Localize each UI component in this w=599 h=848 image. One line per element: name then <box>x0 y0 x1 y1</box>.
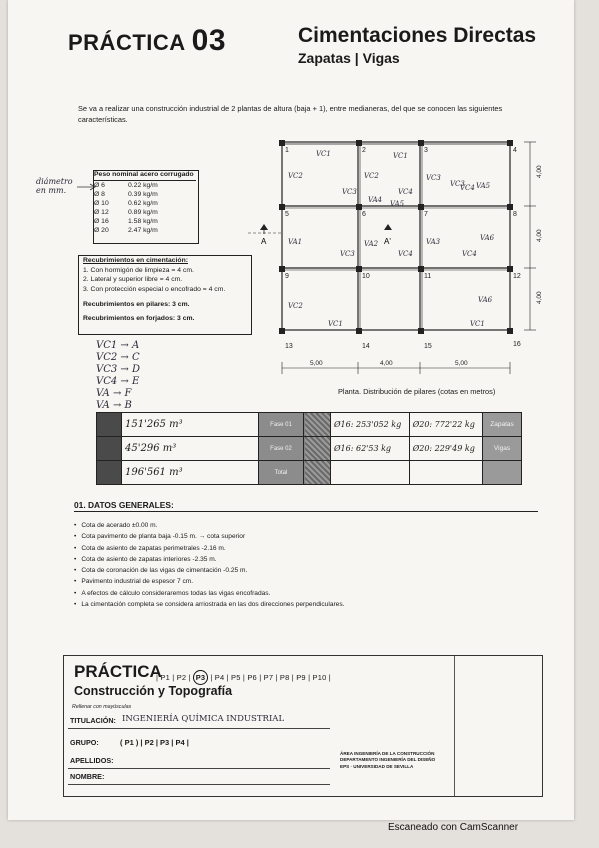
pillar-number: 7 <box>424 211 428 218</box>
pillar <box>418 266 424 272</box>
beam-label: VA1 <box>288 238 303 246</box>
steel-table-title: Peso nominal acero corrugado <box>94 170 196 181</box>
beam-label: VC3 <box>450 180 465 188</box>
pillar-number: 1 <box>285 147 289 154</box>
pillar-number: 14 <box>362 343 370 350</box>
steel-weight-value: Ø20: 772'22 kg <box>409 413 482 437</box>
steel-table-frame <box>93 170 199 244</box>
pillar-number: 5 <box>285 211 289 218</box>
fill-hint: Rellenar con mayúsculas <box>72 704 132 710</box>
steel-weight-table <box>78 170 228 235</box>
document-sheet <box>8 0 574 820</box>
steel-weight-value <box>409 461 482 485</box>
general-data-item: • A efectos de cálculo consideraremos todas las vigas encofradas. <box>74 588 344 599</box>
pillar <box>356 328 362 334</box>
results-hatch <box>304 437 331 461</box>
beam-label: VC4 <box>460 184 475 192</box>
element-tag: Vigas <box>483 437 522 461</box>
steel-weight-value: Ø20: 229'49 kg <box>409 437 482 461</box>
svg-text:4,00: 4,00 <box>380 360 393 367</box>
cover-pillars: Recubrimientos en pilares: 3 cm. <box>83 301 190 308</box>
pillar-number: 4 <box>513 147 517 154</box>
steel-weight-value: Ø16: 62'53 kg <box>331 437 410 461</box>
pillar <box>279 204 285 210</box>
general-data-item: • Cota de coronación de las vigas de cimentación -0.25 m. <box>74 565 344 576</box>
handwritten-note: diámetro en mm. <box>36 177 73 195</box>
steel-weight: 0.22 kg/m <box>128 182 158 189</box>
beam-label: VA4 <box>368 196 383 204</box>
beam-label: VC4 <box>398 188 413 196</box>
pillar <box>279 328 285 334</box>
steel-diameter: Ø 6 <box>94 182 105 189</box>
beam-label: VC1 <box>316 150 331 158</box>
steel-diameter: Ø 20 <box>94 227 109 234</box>
beam-list-item: VC3 → D <box>96 364 140 375</box>
pillar-number: 2 <box>362 147 366 154</box>
student-info-box <box>63 655 543 797</box>
cover-item: 3. Con protección especial o encofrado = 4 cm. <box>83 285 226 293</box>
beam-label: VA5 <box>390 200 405 208</box>
practica-label: PRÁCTICA <box>68 30 186 55</box>
footer-practica-label: PRÁCTICA <box>74 662 162 681</box>
beam-label: VC1 <box>328 320 343 328</box>
beam-label: VA5 <box>476 182 491 190</box>
volume-value: 45'296 m³ <box>122 437 259 461</box>
results-hatch <box>304 461 331 485</box>
cover-title: Recubrimientos en cimentación: <box>83 257 188 264</box>
subject-title: Construcción y Topografía <box>74 684 233 698</box>
beam-label: VC2 <box>288 302 303 310</box>
svg-text:A': A' <box>384 237 391 246</box>
pillar-number: 3 <box>424 147 428 154</box>
general-data-item: • Pavimento industrial de espesor 7 cm. <box>74 576 344 587</box>
pillar-number: 8 <box>513 211 517 218</box>
pillar <box>279 140 285 146</box>
results-row <box>97 437 522 461</box>
steel-diameter: Ø 8 <box>94 191 105 198</box>
dept-line: ÁREA INGENIERÍA DE LA CONSTRUCCIÓN <box>340 751 435 756</box>
practica-selector <box>156 670 331 685</box>
pillar <box>356 204 362 210</box>
beam-label: VC3 <box>340 250 355 258</box>
phase-label: Total <box>259 461 304 485</box>
practica-tabs-after: | P4 | P5 | P6 | P7 | P8 | P9 | P10 | <box>210 673 331 682</box>
practica-tabs-before: | P1 | P2 | <box>156 673 191 682</box>
beam-label: VA6 <box>480 234 495 242</box>
steel-weight: 0.39 kg/m <box>128 191 158 198</box>
department-stamp <box>340 751 435 770</box>
pillar <box>418 328 424 334</box>
section-divider <box>74 511 538 512</box>
practica-number: 03 <box>191 24 227 57</box>
steel-weight: 0.89 kg/m <box>128 209 158 216</box>
steel-diameter: Ø 16 <box>94 218 109 225</box>
results-row <box>97 413 522 437</box>
pillar <box>356 140 362 146</box>
pillar <box>356 266 362 272</box>
pillar <box>418 204 424 210</box>
steel-diameter: Ø 12 <box>94 209 109 216</box>
beam-list-item: VA → B <box>96 400 132 411</box>
grupo-field: ( P1 ) | P2 | P3 | P4 | <box>120 738 189 747</box>
beam-label: VC1 <box>393 152 408 160</box>
grupo-label: GRUPO: <box>70 738 99 747</box>
beam-list-item: VC2 → C <box>96 352 140 363</box>
pillar <box>507 140 513 146</box>
camscanner-watermark: Escaneado con CamScanner <box>388 822 519 833</box>
general-data-list <box>74 520 344 610</box>
pillar <box>507 328 513 334</box>
pillar-number: 16 <box>513 341 521 348</box>
pillar-number: 10 <box>362 273 370 280</box>
steel-weight: 2.47 kg/m <box>128 227 158 234</box>
footer-divider <box>454 656 455 796</box>
apellidos-label: APELLIDOS: <box>70 756 114 765</box>
cover-box <box>78 255 252 335</box>
pillar-number: 12 <box>513 273 521 280</box>
results-row <box>97 461 522 485</box>
steel-diameter: Ø 10 <box>94 200 109 207</box>
phase-label: Fase 02 <box>259 437 304 461</box>
titulacion-label: TITULACIÓN: <box>70 716 116 725</box>
titulacion-field: INGENIERÍA QUÍMICA INDUSTRIAL <box>122 714 285 724</box>
cover-item: 1. Con hormigón de limpieza = 4 cm. <box>83 266 194 274</box>
general-data-item: • Cota pavimento de planta baja -0.15 m. → cota superior <box>74 531 344 542</box>
beam-list-item: VA → F <box>96 388 132 399</box>
section-marker-a <box>260 224 268 246</box>
beam-label: VC3 <box>426 174 441 182</box>
svg-text:A: A <box>261 237 267 246</box>
svg-text:4,00: 4,00 <box>536 229 543 242</box>
general-data-item: • Cota de acerado ±0.00 m. <box>74 520 344 531</box>
dept-line: EPS · UNIVERSIDAD DE SEVILLA <box>340 763 414 769</box>
beam-label: VC2 <box>288 172 303 180</box>
general-data-item: • Cota de asiento de zapatas interiores -2.35 m. <box>74 554 344 565</box>
svg-text:5,00: 5,00 <box>310 360 323 367</box>
beam-label: VC2 <box>364 172 379 180</box>
volume-value: 151'265 m³ <box>122 413 259 437</box>
pillar-number: 11 <box>424 273 432 280</box>
cover-item: 2. Lateral y superior libre = 4 cm. <box>83 276 183 283</box>
cover-slabs: Recubrimientos en forjados: 3 cm. <box>83 314 195 322</box>
beam-label: VC4 <box>462 250 477 258</box>
nombre-label: NOMBRE: <box>70 772 105 781</box>
steel-weight-value: Ø16: 253'052 kg <box>331 413 410 437</box>
steel-weight: 1.58 kg/m <box>128 218 158 225</box>
pillar-number: 13 <box>285 343 293 350</box>
beam-label: VC1 <box>470 320 485 328</box>
volume-value: 196'561 m³ <box>122 461 259 485</box>
pillar <box>507 266 513 272</box>
results-marker <box>97 461 122 485</box>
section-title: 01. DATOS GENERALES: <box>74 500 174 510</box>
plan-outline <box>282 142 510 330</box>
beam-label: VA3 <box>426 238 441 246</box>
section-marker-a-prime <box>384 224 392 246</box>
pillar-number: 15 <box>424 343 432 350</box>
beam-label: VC4 <box>398 250 413 258</box>
results-marker <box>97 437 122 461</box>
steel-weight-value <box>331 461 410 485</box>
svg-text:5,00: 5,00 <box>455 360 468 367</box>
beam-list-item: VC1 → A <box>96 340 140 351</box>
practica-tab-selected: P3 <box>193 670 208 685</box>
pillar <box>507 204 513 210</box>
beam-label: VC3 <box>342 188 357 196</box>
results-hatch <box>304 413 331 437</box>
steel-weight: 0.62 kg/m <box>128 200 158 207</box>
beam-list-item: VC4 → E <box>96 376 140 387</box>
beam-list <box>96 340 140 412</box>
beam-label: VA2 <box>364 240 379 248</box>
element-tag <box>483 461 522 485</box>
beam-label: VA6 <box>478 296 493 304</box>
general-data-item: • Cota de asiento de zapatas perimetrales -2.16 m. <box>74 543 344 554</box>
results-marker <box>97 413 122 437</box>
dept-line: DEPARTAMENTO INGENIERÍA DEL DISEÑO <box>340 757 436 763</box>
intro-paragraph: Se va a realizar una construcción industrial de 2 plantas de altura (baja + 1), entre medianeras, del que se conocen las siguientes características. <box>78 104 503 124</box>
page-title: Cimentaciones Directas <box>298 24 537 47</box>
floor-plan <box>248 130 548 390</box>
page-subtitle: Zapatas | Vigas <box>298 50 400 66</box>
pillar-number: 9 <box>285 273 289 280</box>
phase-label: Fase 01 <box>259 413 304 437</box>
general-data-item: • La cimentación completa se considera arriostrada en las dos direcciones perpendiculares. <box>74 599 344 610</box>
pillar-number: 6 <box>362 211 366 218</box>
pillar <box>418 140 424 146</box>
pillar <box>279 266 285 272</box>
svg-text:4,00: 4,00 <box>536 165 543 178</box>
plan-caption: Planta. Distribución de pilares (cotas en metros) <box>338 387 496 396</box>
results-table <box>96 412 522 484</box>
practica-heading <box>68 24 226 58</box>
svg-text:4,00: 4,00 <box>536 291 543 304</box>
element-tag: Zapatas <box>483 413 522 437</box>
